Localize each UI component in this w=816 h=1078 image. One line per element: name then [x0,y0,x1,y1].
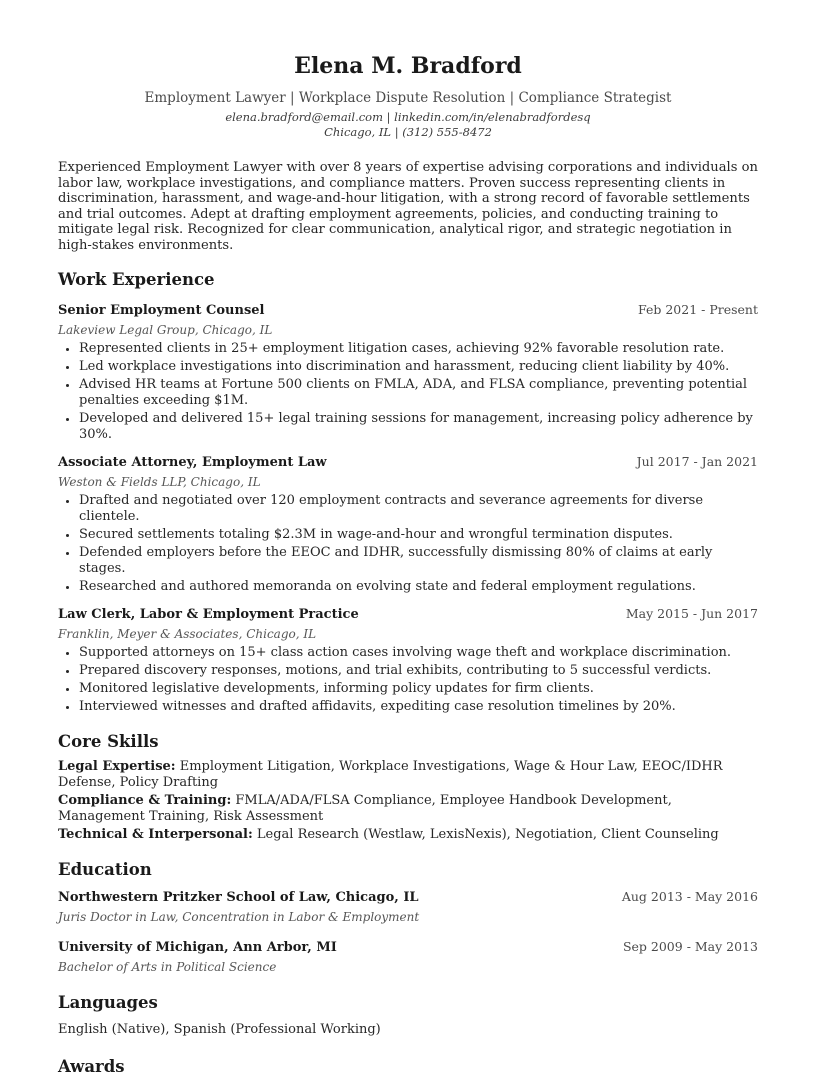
section-title-work-experience: Work Experience [58,270,215,289]
job-company: Weston & Fields LLP, Chicago, IL [58,475,261,489]
degree: Juris Doctor in Law, Concentration in Labor & Employment [58,909,420,924]
skill-text: Employment Litigation, Workplace Investigations, Wage & Hour Law, EEOC/IDHR Defense, Policy Drafting [58,759,723,790]
skill-label: Compliance & Training: [58,793,232,808]
job-entry [58,605,758,715]
skill-line [58,827,758,843]
job-bullet: • Interviewed witnesses and drafted affidavits, expediting case resolution timelines by 20%. [79,699,758,715]
section-title-education: Education [58,859,152,879]
contact-line-email-linkedin: elena.bradford@email.com | linkedin.com/in/elenabradfordesq [225,110,591,124]
school-name: University of Michigan, Ann Arbor, MI [58,939,337,955]
job-bullets [58,493,758,595]
skill-label: Technical & Interpersonal: [58,827,253,842]
languages-text: English (Native), Spanish (Professional Working) [58,1021,381,1037]
job-bullet: • Supported attorneys on 15+ class action cases involving wage theft and workplace discrimination. [79,645,758,661]
job-company: Franklin, Meyer & Associates, Chicago, IL [58,627,317,641]
job-bullets [58,341,758,443]
candidate-name: Elena M. Bradford [294,53,522,79]
job-bullet: • Drafted and negotiated over 120 employment contracts and severance agreements for diverse clientele. [79,493,758,525]
school-name: Northwestern Pritzker School of Law, Chicago, IL [58,889,419,905]
skill-label: Legal Expertise: [58,759,176,774]
job-title: Senior Employment Counsel [58,303,265,318]
job-title: Law Clerk, Labor & Employment Practice [58,607,359,622]
headline: Employment Lawyer | Workplace Dispute Resolution | Compliance Strategist [144,90,672,106]
section-title-languages: Languages [58,992,158,1012]
job-dates: Feb 2021 - Present [637,302,758,317]
skill-text: Legal Research (Westlaw, LexisNexis), Negotiation, Client Counseling [256,827,719,842]
section-title-awards: Awards [58,1056,125,1076]
job-bullet: • Defended employers before the EEOC and IDHR, successfully dismissing 80% of claims at early stages. [79,545,758,577]
resume-header [58,0,758,140]
job-company: Lakeview Legal Group, Chicago, IL [58,323,273,337]
job-bullet: • Monitored legislative developments, informing policy updates for firm clients. [79,681,758,697]
education-dates: Sep 2009 - May 2013 [622,938,758,954]
skill-line [58,793,758,824]
skill-line [58,759,758,790]
job-bullet: • Advised HR teams at Fortune 500 clients on FMLA, ADA, and FLSA compliance, preventing potential penalties exceeding $1M. [79,377,758,409]
education-entry [58,938,758,976]
job-entry [58,301,758,443]
job-bullet: • Secured settlements totaling $2.3M in wage-and-hour and wrongful termination disputes. [79,527,758,543]
education-entry [58,888,758,926]
skills-list [58,759,758,843]
job-bullet: • Prepared discovery responses, motions, and trial exhibits, contributing to 5 successful verdicts. [79,663,758,679]
section-title-core-skills: Core Skills [58,732,159,751]
professional-summary: Experienced Employment Lawyer with over 8 years of expertise advising corporations and individuals on labor law, workplace investigations, and compliance matters. Proven success representing clients in discrimination, harassment, and wage-and-hour litigation, with a strong record of favorable settlements and trial outcomes. Adept at drafting employment agreements, policies, and conducting training to mitigate legal risk. Recognized for clear communication, analytical rigor, and strategic negotiation in high-stakes environments. [58,160,758,253]
degree: Bachelor of Arts in Political Science [58,959,277,974]
job-entry [58,453,758,595]
job-bullet: • Researched and authored memoranda on evolving state and federal employment regulations. [79,579,758,595]
skill-text: FMLA/ADA/FLSA Compliance, Employee Handbook Development, Management Training, Risk Assessment [58,793,672,824]
job-bullet: • Led workplace investigations into discrimination and harassment, reducing client liability by 40%. [79,359,758,375]
job-dates: May 2015 - Jun 2017 [625,606,758,621]
contact-line-location-phone: Chicago, IL | (312) 555-8472 [324,125,492,139]
job-dates: Jul 2017 - Jan 2021 [636,454,758,469]
education-dates: Aug 2013 - May 2016 [621,888,758,904]
job-bullet: • Developed and delivered 15+ legal training sessions for management, increasing policy adherence by 30%. [79,411,758,443]
job-bullets [58,645,758,715]
job-bullet: • Represented clients in 25+ employment litigation cases, achieving 92% favorable resolution rate. [79,341,758,357]
job-title: Associate Attorney, Employment Law [58,455,327,470]
